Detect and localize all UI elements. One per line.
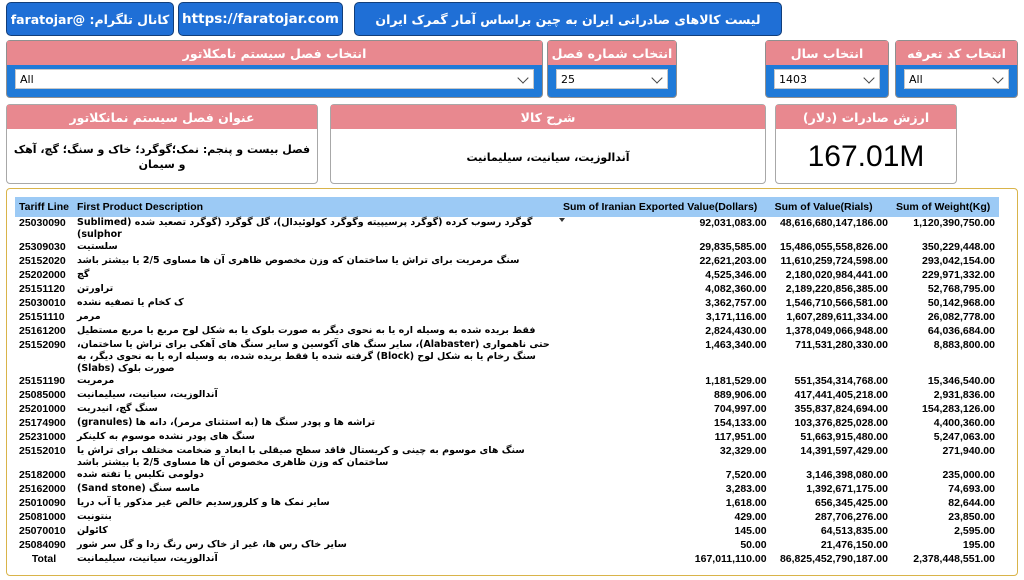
rials-value-cell: 3,146,398,080.00 <box>806 469 888 481</box>
chapter-title-card-value: فصل بیست و پنجم: نمک؛گوگرد؛ خاک و سنگ؛ گچ، آهک و سیمان <box>13 143 311 171</box>
description-cell: سایر نمک ها و کلرورسدیم خالص غیر مذکور یا آب دریا <box>77 497 330 508</box>
usd-value-cell: 3,283.00 <box>725 483 767 495</box>
page-title <box>354 2 782 36</box>
table-row[interactable] <box>15 417 999 431</box>
weight-value-cell: 350,229,448.00 <box>922 241 995 253</box>
usd-value-cell: 429.00 <box>734 511 767 523</box>
weight-value-cell: 4,400,360.00 <box>933 417 995 429</box>
year-slicer <box>765 40 889 98</box>
usd-value-cell: 3,171,116.00 <box>705 311 767 323</box>
chevron-down-icon <box>863 72 874 83</box>
chapter-title-card <box>6 104 318 184</box>
description-cell: سنگ مرمریت برای تراش یا ساختمان که وزن مخصوص ظاهری آن ها مساوی 2/5 یا بیشتر باشد <box>77 255 520 266</box>
usd-value-cell: 7,520.00 <box>725 469 767 481</box>
tariff-code-slicer <box>895 40 1018 98</box>
table-row[interactable] <box>15 297 999 311</box>
rials-value-cell: 103,376,825,028.00 <box>794 417 888 429</box>
tariff-line-cell: 25151110 <box>19 311 65 323</box>
table-row[interactable] <box>15 325 999 339</box>
tariff-line-cell: 25152020 <box>19 255 66 267</box>
table-row[interactable] <box>15 339 999 375</box>
usd-value-cell: 29,835,585.00 <box>699 241 767 253</box>
year-slicer-title: انتخاب سال <box>766 41 888 65</box>
weight-value-cell: 64,036,684.00 <box>927 325 995 337</box>
rials-value-cell: 48,616,680,147,186.00 <box>779 217 888 229</box>
tariff-line-cell: 25151120 <box>19 283 66 295</box>
table-row[interactable] <box>15 269 999 283</box>
tariff-line-cell: 25231000 <box>19 431 66 443</box>
page-title-text: لیست کالاهای صادراتی ایران به چین براساس آمار گمرک ایران <box>375 11 761 27</box>
rials-value-cell: 1,392,671,175.00 <box>806 483 888 495</box>
chapter-system-dropdown[interactable] <box>15 69 534 89</box>
column-header-rials[interactable]: Sum of Value(Rials) <box>774 201 873 213</box>
table-row[interactable] <box>15 389 999 403</box>
tariff-line-cell: 25030090 <box>19 217 66 229</box>
description-cell: گچ <box>77 269 90 280</box>
usd-value-cell: 4,525,346.00 <box>705 269 767 281</box>
export-value-card <box>775 104 957 184</box>
chevron-down-icon <box>992 72 1003 83</box>
description-cell: حتی ناهمواری (Alabaster)، سایر سنگ های آکوسین و سایر سنگ های آهکی برای تراش یا ساختمان، سنگ رخام یا به شکل لوح (Block) گرفته شده یا فقط بریده شده، به وسیله اره یا به نحوی دیگر، به صورت بلوک (Slabs) <box>77 339 550 374</box>
table-row[interactable] <box>15 539 999 553</box>
tariff-line-cell: 25309030 <box>19 241 66 253</box>
rials-value-cell: 417,441,405,218.00 <box>794 389 888 401</box>
table-row[interactable] <box>15 255 999 269</box>
description-cell: مرمریت <box>77 375 115 386</box>
usd-value-cell: 4,082,360.00 <box>705 283 767 295</box>
year-dropdown[interactable] <box>774 69 880 89</box>
chapter-title-card-label: عنوان فصل سیستم نمانکلاتور <box>7 105 317 129</box>
description-cell: تراشه ها و پودر سنگ ها (به استثنای مرمر)، دانه ها (granules) <box>77 417 376 428</box>
description-cell: تراورتن <box>77 283 114 294</box>
chapter-system-slicer <box>6 40 543 98</box>
usd-value-cell: 32,329.00 <box>719 445 767 457</box>
total-description-cell: آندالوزیت، سیانیت، سیلیمانیت <box>77 553 218 564</box>
usd-value-cell: 145.00 <box>734 525 767 537</box>
rials-value-cell: 287,706,276.00 <box>814 511 888 523</box>
table-header-row <box>15 197 999 217</box>
tariff-line-cell: 25201000 <box>19 403 66 415</box>
tariff-line-cell: 25152090 <box>19 339 66 351</box>
rials-value-cell: 355,837,824,694.00 <box>794 403 888 415</box>
weight-value-cell: 1,120,390,750.00 <box>913 217 995 229</box>
weight-value-cell: 52,768,795.00 <box>927 283 995 295</box>
sort-descending-icon <box>559 218 565 222</box>
table-row[interactable] <box>15 483 999 497</box>
description-cell: سنگ های پودر نشده موسوم به کلینکر <box>77 431 255 442</box>
table-row[interactable] <box>15 511 999 525</box>
weight-value-cell: 82,644.00 <box>948 497 995 509</box>
rials-value-cell: 2,180,020,984,441.00 <box>785 269 888 281</box>
export-table <box>15 197 999 567</box>
description-cell: کائولن <box>77 525 108 536</box>
tariff-line-cell: 25010090 <box>19 497 66 509</box>
usd-value-cell: 92,031,083.00 <box>699 217 767 229</box>
telegram-channel-button[interactable] <box>6 2 174 36</box>
tariff-line-cell: 25152010 <box>19 445 66 457</box>
tariff-line-cell: 25202000 <box>19 269 66 281</box>
tariff-line-cell: 25161200 <box>19 325 66 337</box>
table-row[interactable] <box>15 445 999 469</box>
rials-value-cell: 51,663,915,480.00 <box>800 431 888 443</box>
description-cell: دولومی تکلیس یا تفته شده <box>77 469 204 480</box>
usd-value-cell: 3,362,757.00 <box>705 297 767 309</box>
weight-value-cell: 229,971,332.00 <box>922 269 995 281</box>
table-row[interactable] <box>15 241 999 255</box>
table-row[interactable] <box>15 525 999 539</box>
website-link-label: https://faratojar.com <box>182 11 339 27</box>
column-header-weight[interactable]: Sum of Weight(Kg) <box>895 201 991 213</box>
column-header-description[interactable]: First Product Description <box>77 201 204 213</box>
tariff-line-cell: 25084090 <box>19 539 66 551</box>
telegram-channel-label: کانال تلگرام: @faratojar <box>10 11 170 27</box>
tariff-line-cell: 25070010 <box>19 525 66 537</box>
rials-value-cell: 1,378,049,066,948.00 <box>785 325 888 337</box>
column-header-tariff-line[interactable]: Tariff Line <box>19 201 69 213</box>
weight-value-cell: 23,850.00 <box>948 511 995 523</box>
rials-value-cell: 1,607,289,611,334.00 <box>786 311 888 323</box>
chapter-number-dropdown[interactable] <box>556 69 668 89</box>
export-table-visual <box>6 188 1018 576</box>
description-cell: گوگرد رسوب کرده (گوگرد پرسیپیته وگوگرد کولوئیدال)، گل گوگرد (گوگرد تصعید شده (Sublimed sulphor) <box>77 217 533 240</box>
rials-value-cell: 21,476,150.00 <box>820 539 888 551</box>
chevron-down-icon <box>517 72 528 83</box>
description-card-value: آندالوزیت، سیانیت، سیلیمانیت <box>466 150 630 164</box>
description-card-label: شرح کالا <box>331 105 765 129</box>
rials-value-cell: 14,391,597,429.00 <box>800 445 888 457</box>
description-cell: فقط بریده شده به وسیله اره یا به نحوی دیگر به صورت بلوک یا به شکل لوح مربع یا مربع مستطیل <box>77 325 536 336</box>
tariff-line-cell: 25085000 <box>19 389 66 401</box>
description-card <box>330 104 766 184</box>
export-value-kpi: 167.01M <box>807 140 925 173</box>
usd-value-cell: 1,463,340.00 <box>705 339 767 351</box>
weight-value-cell: 50,142,968.00 <box>927 297 995 309</box>
rials-value-cell: 656,345,425.00 <box>814 497 888 509</box>
usd-value-cell: 1,181,529.00 <box>705 375 767 387</box>
weight-value-cell: 195.00 <box>962 539 995 551</box>
weight-value-cell: 8,883,800.00 <box>933 339 995 351</box>
table-row[interactable] <box>15 431 999 445</box>
total-usd-cell: 167,011,110.00 <box>694 553 767 565</box>
rials-value-cell: 1,546,710,566,581.00 <box>785 297 888 309</box>
website-link-button[interactable] <box>178 2 343 36</box>
rials-value-cell: 551,354,314,768.00 <box>794 375 888 387</box>
tariff-line-cell: 25162000 <box>19 483 66 495</box>
column-header-usd-label: Sum of Iranian Exported Value(Dollars) <box>563 201 758 213</box>
weight-value-cell: 271,940.00 <box>942 445 995 457</box>
weight-value-cell: 154,283,126.00 <box>922 403 995 415</box>
tariff-line-cell: 25081000 <box>19 511 66 523</box>
rials-value-cell: 15,486,055,558,826.00 <box>779 241 888 253</box>
table-row[interactable] <box>15 311 999 325</box>
chapter-number-slicer-title: انتخاب شماره فصل <box>548 41 676 65</box>
table-row[interactable] <box>15 469 999 483</box>
tariff-code-dropdown[interactable] <box>904 69 1009 89</box>
tariff-line-cell: 25151190 <box>19 375 66 387</box>
description-cell: سلستیت <box>77 241 118 252</box>
description-cell: سایر خاک رس ها، غیر از خاک رس رنگ زدا و گل سر شور <box>77 539 347 550</box>
table-row[interactable] <box>15 217 999 241</box>
table-row[interactable] <box>15 375 999 389</box>
rials-value-cell: 11,610,259,724,598.00 <box>780 255 888 267</box>
year-value: 1403 <box>779 72 807 86</box>
description-cell: ماسه سنگ (Sand stone) <box>77 483 200 494</box>
chapter-number-value: 25 <box>561 72 575 86</box>
usd-value-cell: 2,824,430.00 <box>705 325 767 337</box>
tariff-code-value: All <box>909 72 923 86</box>
description-cell: سنگ های موسوم به چینی و کریستال فاقد سطح صیقلی با ابعاد و ضخامت مختلف برای تراش یا ساختمان که وزن ظاهری مخصوص آن ها مساوی 2/5 یا بیشتر باشد <box>77 445 525 468</box>
tariff-line-cell: 25174900 <box>19 417 66 429</box>
description-cell: آندالوزیت، سیانیت، سیلیمانیت <box>77 389 218 400</box>
usd-value-cell: 889,906.00 <box>714 389 767 401</box>
weight-value-cell: 2,931,836.00 <box>933 389 995 401</box>
chapter-system-slicer-title: انتخاب فصل سیستم نامکلاتور <box>7 41 542 65</box>
usd-value-cell: 22,621,203.00 <box>699 255 767 267</box>
usd-value-cell: 50.00 <box>740 539 767 551</box>
table-body <box>15 217 999 567</box>
description-cell: بنتونیت <box>77 511 112 522</box>
column-header-usd[interactable] <box>559 197 771 217</box>
weight-value-cell: 15,346,540.00 <box>927 375 995 387</box>
description-cell: مرمر <box>77 311 101 322</box>
total-rials-cell: 86,825,452,790,187.00 <box>779 553 888 565</box>
rials-value-cell: 2,189,220,856,385.00 <box>785 283 888 295</box>
total-label-cell: Total <box>31 553 57 565</box>
table-row[interactable] <box>15 283 999 297</box>
usd-value-cell: 704,997.00 <box>714 403 767 415</box>
usd-value-cell: 154,133.00 <box>714 417 767 429</box>
description-cell: سنگ گچ، انیدریت <box>77 403 158 414</box>
chapter-system-value: All <box>20 72 34 86</box>
export-value-card-label: ارزش صادرات (دلار) <box>776 105 956 129</box>
weight-value-cell: 235,000.00 <box>942 469 995 481</box>
tariff-line-cell: 25182000 <box>19 469 66 481</box>
weight-value-cell: 26,082,778.00 <box>927 311 995 323</box>
tariff-code-slicer-title: انتخاب کد تعرفه <box>896 41 1017 65</box>
table-total-row <box>15 553 999 567</box>
chevron-down-icon <box>651 72 662 83</box>
weight-value-cell: 2,595.00 <box>954 525 995 537</box>
table-row[interactable] <box>15 403 999 417</box>
tariff-line-cell: 25030010 <box>19 297 66 309</box>
weight-value-cell: 293,042,154.00 <box>922 255 995 267</box>
usd-value-cell: 117,951.00 <box>714 431 767 443</box>
chapter-number-slicer <box>547 40 677 98</box>
rials-value-cell: 64,513,835.00 <box>820 525 888 537</box>
table-row[interactable] <box>15 497 999 511</box>
weight-value-cell: 74,693.00 <box>948 483 995 495</box>
weight-value-cell: 5,247,063.00 <box>933 431 995 443</box>
usd-value-cell: 1,618.00 <box>725 497 767 509</box>
total-weight-cell: 2,378,448,551.00 <box>913 553 995 565</box>
rials-value-cell: 711,531,280,330.00 <box>795 339 888 351</box>
description-cell: ک کخام یا تصفیه نشده <box>77 297 184 308</box>
